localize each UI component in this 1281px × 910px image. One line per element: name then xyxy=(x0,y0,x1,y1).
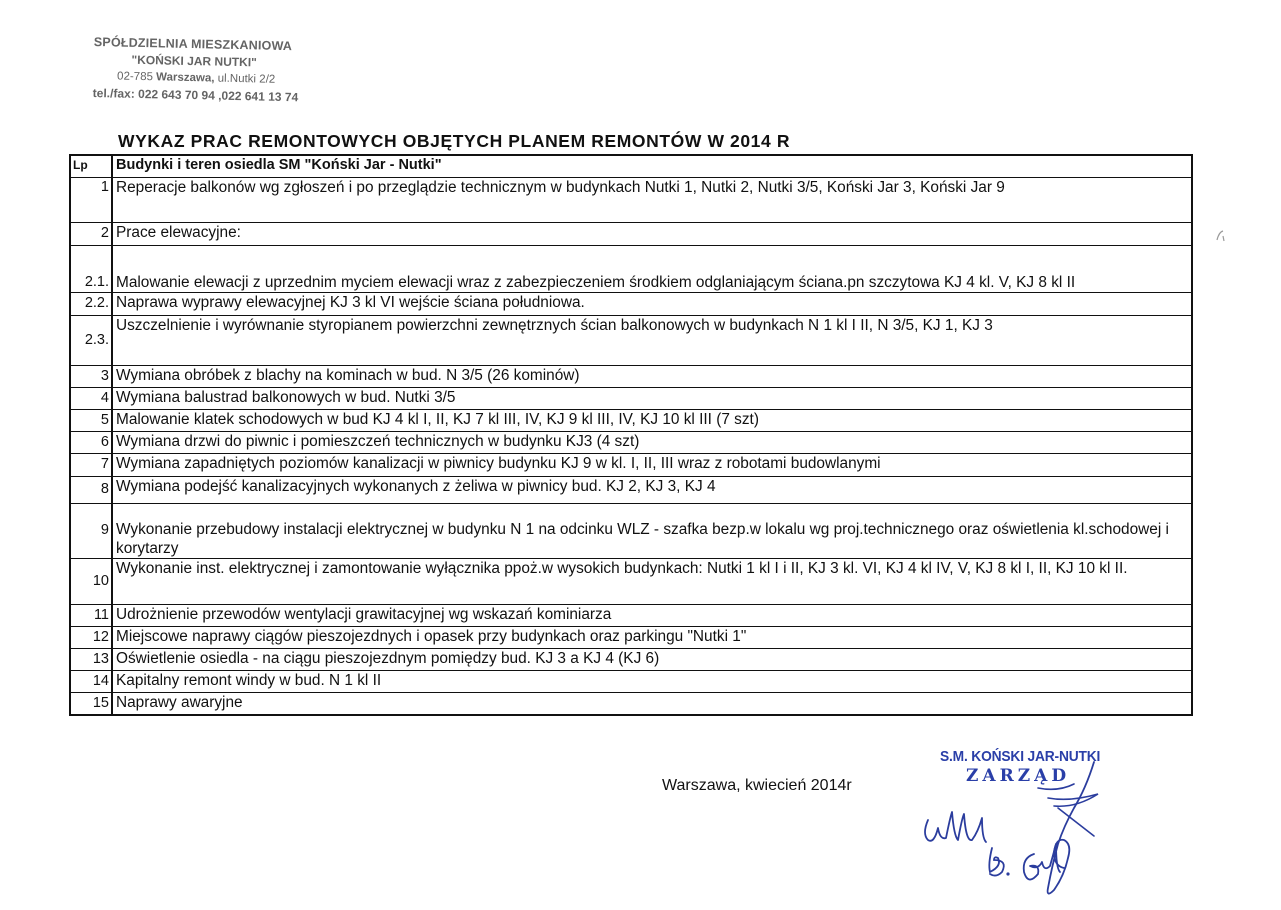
row-description: Wymiana zapadniętych poziomów kanalizacji w piwnicy budynku KJ 9 w kl. I, II, III wraz z robotami budowlanymi xyxy=(112,453,1192,476)
cooperative-stamp xyxy=(93,34,344,107)
row-description: Wykonanie przebudowy instalacji elektrycznej w budynku N 1 na odcinku WLZ - szafka bezp.w lokalu wg proj.technicznego oraz oświetlenia kl.schodowej i korytarzy xyxy=(112,503,1192,558)
table-row xyxy=(70,315,1192,365)
row-lp: 2.2. xyxy=(70,292,112,315)
row-description: Udrożnienie przewodów wentylacji grawitacyjnej wg wskazań kominiarza xyxy=(112,604,1192,626)
row-lp: 10 xyxy=(70,558,112,604)
row-description: Naprawa wyprawy elewacyjnej KJ 3 kl VI wejście ściana południowa. xyxy=(112,292,1192,315)
stray-mark-icon xyxy=(1214,228,1228,244)
row-description: Malowanie klatek schodowych w bud KJ 4 kl I, II, KJ 7 kl III, IV, KJ 9 kl III, IV, KJ 10 kl III (7 szt) xyxy=(112,409,1192,431)
row-description: Naprawy awaryjne xyxy=(112,692,1192,715)
row-lp: 15 xyxy=(70,692,112,715)
row-lp: 8 xyxy=(70,476,112,503)
row-lp: 7 xyxy=(70,453,112,476)
row-lp: 5 xyxy=(70,409,112,431)
stamp-line-name: SPÓŁDZIELNIA MIESZKANIOWA xyxy=(93,34,293,54)
table-row xyxy=(70,626,1192,648)
stamp-postal-code: 02-785 xyxy=(116,70,154,84)
stamp-line-phone: tel./fax: 022 643 70 94 ,022 641 13 74 xyxy=(92,85,299,105)
header-description: Budynki i teren osiedla SM "Koński Jar - Nutki" xyxy=(112,155,1192,177)
table-row xyxy=(70,692,1192,715)
table-row xyxy=(70,245,1192,292)
row-lp: 11 xyxy=(70,604,112,626)
table-row xyxy=(70,292,1192,315)
row-lp: 1 xyxy=(70,177,112,222)
table-row xyxy=(70,604,1192,626)
row-lp: 2 xyxy=(70,222,112,245)
stamp-city: Warszawa, xyxy=(155,71,215,85)
board-signature-block xyxy=(898,748,1138,908)
table-row xyxy=(70,177,1192,222)
table-row xyxy=(70,453,1192,476)
row-description: Oświetlenie osiedla - na ciągu pieszojezdnym pomiędzy bud. KJ 3 a KJ 4 (KJ 6) xyxy=(112,648,1192,670)
table-row xyxy=(70,409,1192,431)
table-row xyxy=(70,476,1192,503)
row-description: Uszczelnienie i wyrównanie styropianem powierzchni zewnętrznych ścian balkonowych w budynkach N 1 kl I II, N 3/5, KJ 1, KJ 3 xyxy=(112,315,1192,365)
row-description: Prace elewacyjne: xyxy=(112,222,1192,245)
table-row xyxy=(70,431,1192,453)
table-row xyxy=(70,558,1192,604)
document-title: WYKAZ PRAC REMONTOWYCH OBJĘTYCH PLANEM REMONTÓW W 2014 R xyxy=(118,131,791,151)
row-description: Miejscowe naprawy ciągów pieszojezdnych i opasek przy budynkach oraz parkingu "Nutki 1" xyxy=(112,626,1192,648)
row-description: Wymiana balustrad balkonowych w bud. Nutki 3/5 xyxy=(112,387,1192,409)
row-lp: 3 xyxy=(70,365,112,387)
row-lp: 9 xyxy=(70,503,112,558)
table-header-row xyxy=(70,155,1192,177)
table-body xyxy=(70,155,1192,715)
row-lp: 2.1. xyxy=(70,245,112,292)
table-row xyxy=(70,503,1192,558)
row-description: Kapitalny remont windy w bud. N 1 kl II xyxy=(112,670,1192,692)
table-row xyxy=(70,648,1192,670)
row-lp: 14 xyxy=(70,670,112,692)
stamp-street: ul.Nutki 2/2 xyxy=(217,72,276,86)
row-description: Wykonanie inst. elektrycznej i zamontowanie wyłącznika ppoż.w wysokich budynkach: Nutki 1 kl I i II, KJ 3 kl. VI, KJ 4 kl IV, V, KJ 8 kl I, II, KJ 10 kl II. xyxy=(112,558,1192,604)
row-lp: 6 xyxy=(70,431,112,453)
row-description: Malowanie elewacji z uprzednim myciem elewacji wraz z zabezpieczeniem środkiem odglaniającym ściana.pn szczytowa KJ 4 kl. V, KJ 8 kl II xyxy=(112,245,1192,292)
repair-works-table xyxy=(69,154,1193,716)
row-lp: 12 xyxy=(70,626,112,648)
row-lp: 13 xyxy=(70,648,112,670)
row-description: Wymiana drzwi do piwnic i pomieszczeń technicznych w budynku KJ3 (4 szt) xyxy=(112,431,1192,453)
row-description: Reperacje balkonów wg zgłoszeń i po przeglądzie technicznym w budynkach Nutki 1, Nutki 2, Nutki 3/5, Koński Jar 3, Koński Jar 9 xyxy=(112,177,1192,222)
board-stamp-title: ZARZĄD xyxy=(966,766,1071,786)
row-description: Wymiana obróbek z blachy na kominach w bud. N 3/5 (26 kominów) xyxy=(112,365,1192,387)
table-row xyxy=(70,387,1192,409)
handwritten-signatures-icon xyxy=(898,748,1138,908)
table-row xyxy=(70,222,1192,245)
table-row xyxy=(70,670,1192,692)
row-lp: 4 xyxy=(70,387,112,409)
table-row xyxy=(70,365,1192,387)
row-lp: 2.3. xyxy=(70,315,112,365)
stamp-line-subname: "KOŃSKI JAR NUTKI" xyxy=(131,52,257,70)
header-lp: Lp xyxy=(70,155,112,177)
place-date: Warszawa, kwiecień 2014r xyxy=(662,777,852,794)
board-stamp-name: S.M. KOŃSKI JAR-NUTKI xyxy=(940,748,1101,765)
row-description: Wymiana podejść kanalizacyjnych wykonanych z żeliwa w piwnicy bud. KJ 2, KJ 3, KJ 4 xyxy=(112,476,1192,503)
